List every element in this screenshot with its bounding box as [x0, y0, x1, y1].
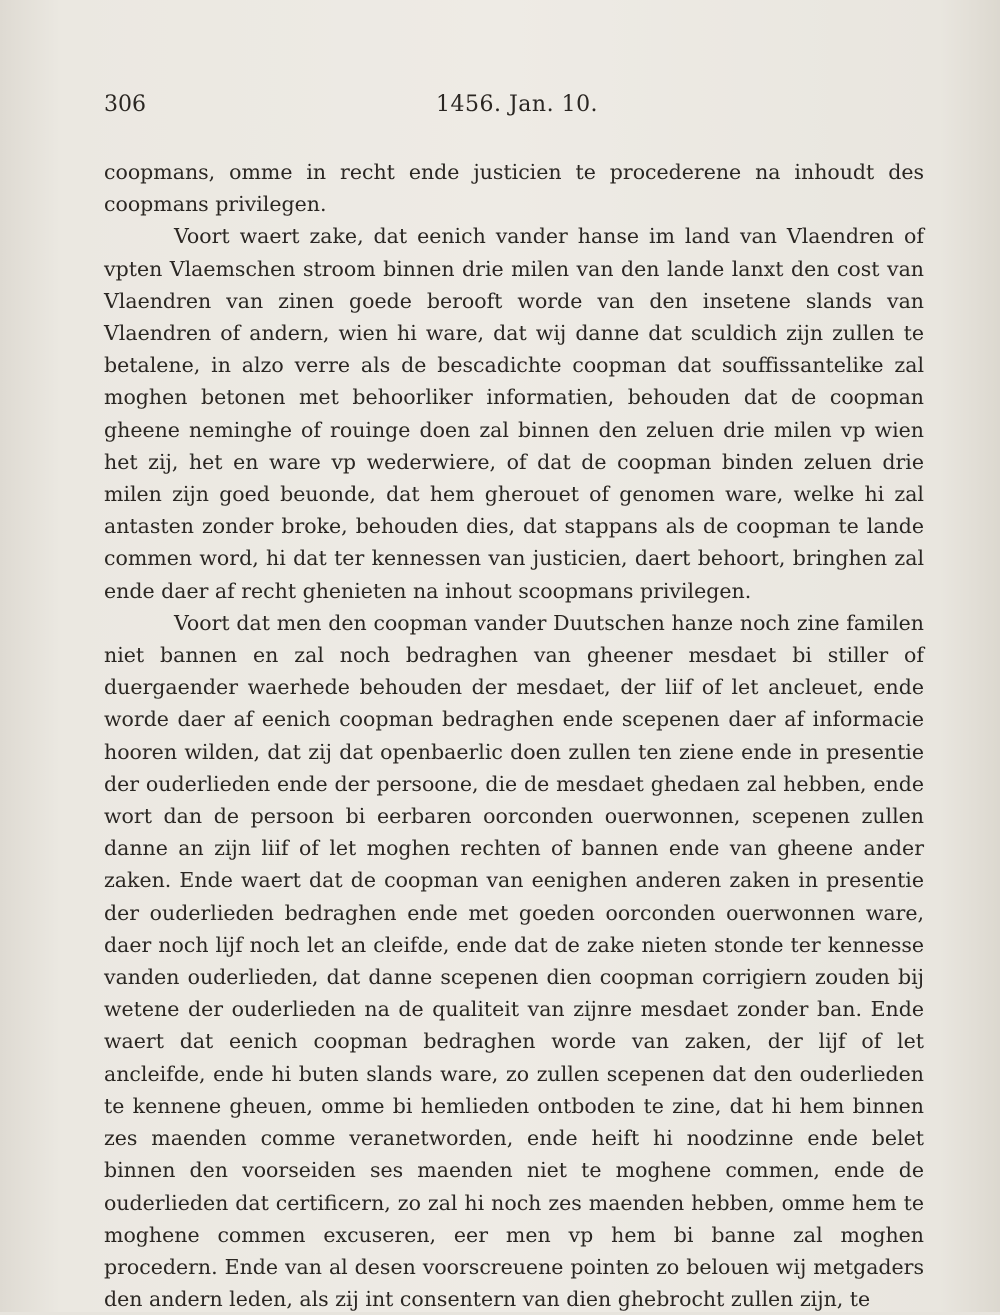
page-header — [104, 92, 924, 122]
body-text — [104, 156, 924, 1315]
page-number: 306 — [104, 92, 146, 117]
running-title: 1456. Jan. 10. — [436, 92, 599, 117]
paragraph-robbery-clause: Voort waert zake, dat eenich vander hanse im land van Vlaendren of vpten Vlaemschen stroom binnen drie milen van den lande lanxt den cost van Vlaendren van zinen goede berooft worde van den insetene slands van Vlaendren of andern, wien hi ware, dat wij danne dat sculdich zijn zullen te betalene, in alzo verre als de bescadichte coopman dat souffissantelike zal moghen betonen met behoorliker informatien, behouden dat de coopman gheene neminghe of rouinge doen zal binnen den zeluen drie milen vp wien het zij, het en ware vp wederwiere, of dat de coopman binden zeluen drie milen zijn goed beuonde, dat hem gherouet of genomen ware, welke hi zal antasten zonder broke, behouden dies, dat stappans als de coopman te lande commen word, hi dat ter kennessen van justicien, daert behoort, bringhen zal ende daer af recht ghenieten na inhout scoopmans privilegen. — [104, 224, 924, 603]
paragraph-banishment-clause: Voort dat men den coopman vander Duutschen hanze noch zine familen niet bannen en zal noch bedraghen van gheener mesdaet bi stiller of duergaender waerhede behouden der mesdaet, der liif of let ancleuet, ende worde daer af eenich coopman bedraghen ende scepenen daer af informacie hooren wilden, dat zij dat openbaerlic doen zullen ten ziene ende in presentie der ouderlieden ende der persoone, die de mesdaet ghedaen zal hebben, ende wort dan de persoon bi eerbaren oorconden ouerwonnen, scepenen zullen danne an zijn liif of let moghen rechten of bannen ende van gheene ander zaken. Ende waert dat de coopman van eenighen anderen zaken in presentie der ouderlieden bedraghen ende met goeden oorconden ouerwonnen ware, daer noch lijf noch let an cleifde, ende dat de zake nieten stonde ter kennesse vanden ouderlieden, dat danne scepenen dien coopman corrigiern zouden bij wetene der ouderlieden na de qualiteit van zijnre mesdaet zonder ban. Ende waert dat eenich coopman bedraghen worde van zaken, der lijf of let ancleifde, ende hi buten slands ware, zo zullen scepenen dat den ouderlieden te kennene gheuen, omme bi hemlieden ontboden te zine, dat hi hem binnen zes maenden comme veranetworden, ende heift hi noodzinne ende belet binnen den voorseiden ses maenden niet te moghene commen, ende de ouderlieden dat certificern, zo zal hi noch zes maenden hebben, omme hem te moghene commen excuseren, eer men vp hem bi banne zal moghen procedern. Ende van al desen voorscreuene pointen zo belouen wij metgaders den andern leden, als zij int consentern van dien ghebrocht zullen zijn, te — [104, 610, 924, 1312]
paragraph-continuation: coopmans, omme in recht ende justicien te procederene na inhoudt des coopmans privilegen. — [104, 160, 924, 217]
